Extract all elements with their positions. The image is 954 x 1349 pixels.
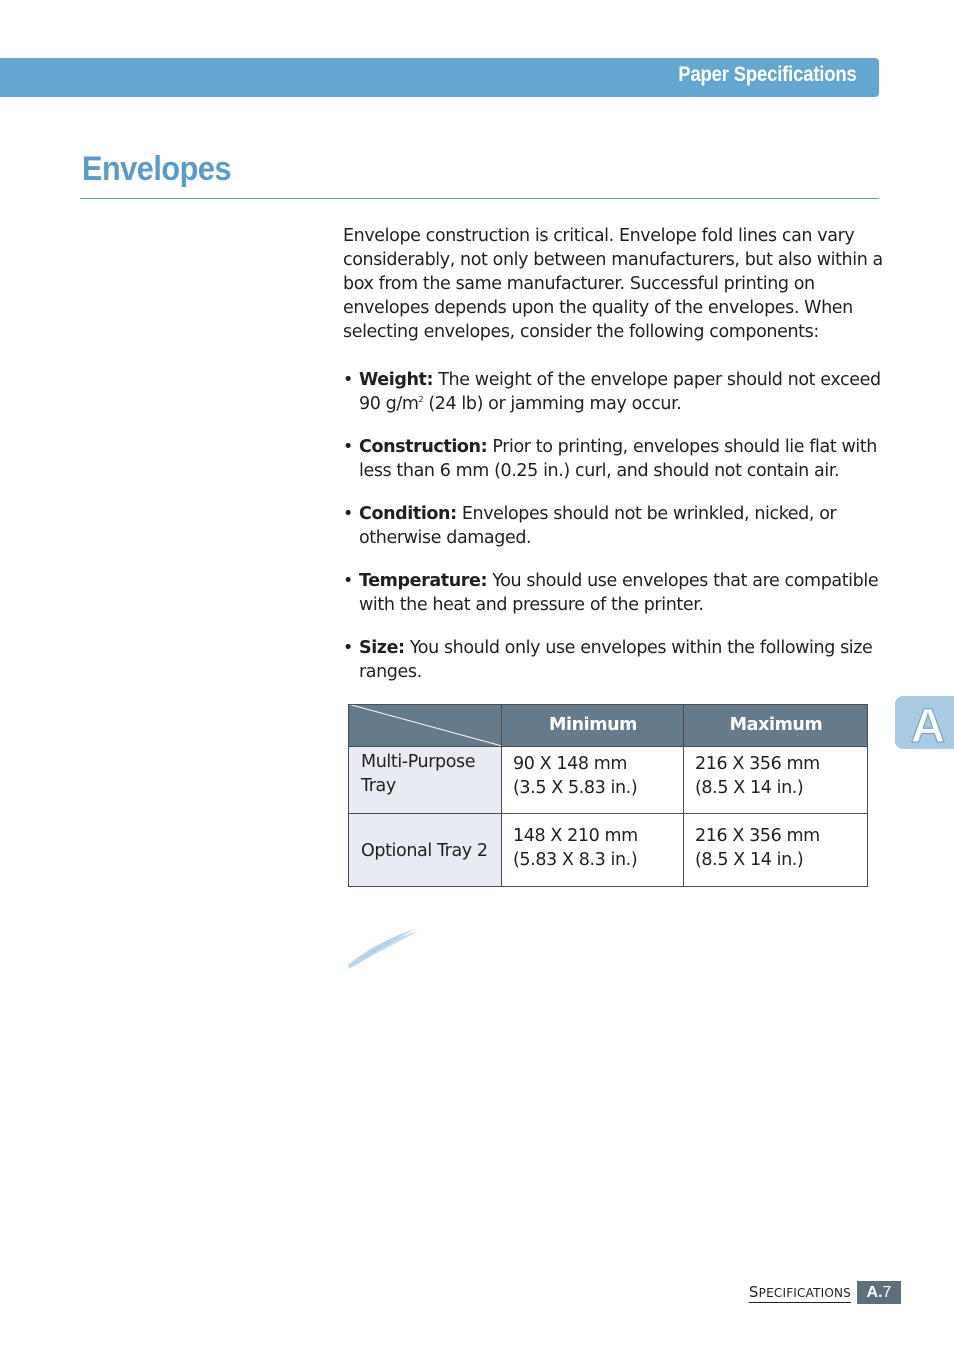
table-border-header: [348, 746, 868, 747]
row-label-optional-tray-2: [348, 814, 502, 887]
bullet-condition: [343, 502, 888, 550]
content-body: [343, 224, 888, 703]
table-border-left: [348, 704, 349, 887]
page-footer: [749, 1281, 901, 1304]
bullet-temperature: [343, 569, 888, 617]
bullet-text: You should use envelopes that are compatible with the heat and pressure of the printer.: [359, 571, 879, 615]
bullet-label: Size:: [359, 638, 405, 658]
row-label-text: Multi-Purpose Tray: [361, 752, 476, 796]
min-in: (3.5 X 5.83 in.): [513, 778, 638, 798]
section-title: Envelopes: [82, 150, 232, 188]
table-border-bottom: [348, 886, 868, 887]
intro-paragraph: Envelope construction is critical. Envelope fold lines can vary considerably, not only between manufacturers, but also within a box from the same manufacturer. Successful printing on envelopes depends upon the quality of the envelopes. When selecting envelopes, consider the following components:: [343, 226, 883, 342]
bullet-dot: •: [343, 571, 353, 591]
table-cell-min: [502, 746, 684, 814]
min-mm: 90 X 148 mm: [513, 754, 628, 774]
table-border-top: [348, 704, 868, 705]
minimum-header: Minimum: [502, 704, 684, 746]
appendix-letter: [895, 696, 954, 749]
bullet-dot: •: [343, 638, 353, 658]
row-label-text: Optional Tray 2: [361, 840, 488, 861]
row-label-multi-purpose-tray: [348, 746, 502, 814]
header-title: Paper Specifications: [678, 63, 857, 86]
appendix-tab: [895, 696, 954, 749]
brush-stroke-icon: [345, 925, 425, 975]
bullet-dot: •: [343, 370, 353, 390]
table-cell-max: [684, 746, 868, 814]
envelope-size-table: [348, 704, 868, 887]
page-number: 7: [882, 1283, 892, 1301]
bullet-dot: •: [343, 437, 353, 457]
bullet-label: Condition:: [359, 504, 457, 524]
max-mm: 216 X 356 mm: [695, 826, 820, 846]
max-in: (8.5 X 14 in.): [695, 778, 804, 798]
diagonal-line: [348, 704, 502, 746]
table-border-right: [867, 704, 868, 887]
bullet-dot: •: [343, 504, 353, 524]
appendix-letter-text: A: [910, 700, 946, 749]
max-mm: 216 X 356 mm: [695, 754, 820, 774]
footer-section-label: [749, 1283, 851, 1303]
superscript: 2: [418, 395, 424, 405]
bullet-weight: [343, 368, 888, 416]
table-cell-max: [684, 814, 868, 887]
bullet-text: Prior to printing, envelopes should lie flat with less than 6 mm (0.25 in.) curl, and should not contain air.: [359, 437, 877, 481]
corner-header-cell: [348, 704, 502, 746]
min-mm: 148 X 210 mm: [513, 826, 638, 846]
table-cell-min: [502, 814, 684, 887]
max-in: (8.5 X 14 in.): [695, 850, 804, 870]
component-list: [343, 368, 888, 684]
page-number-badge: [857, 1281, 901, 1304]
footer-label-rest: PECIFICATIONS: [758, 1285, 851, 1300]
footer-label-initial: S: [748, 1282, 759, 1301]
bullet-size: [343, 636, 888, 684]
header-bar: [0, 58, 879, 97]
bullet-label: Weight:: [359, 370, 434, 390]
bullet-text: You should only use envelopes within the following size ranges.: [359, 638, 873, 682]
bullet-label: Temperature:: [359, 571, 488, 591]
bullet-text: The weight of the envelope paper should not exceed 90 g/m: [359, 370, 881, 414]
bullet-text: (24 lb) or jamming may occur.: [423, 394, 682, 414]
bullet-label: Construction:: [359, 437, 488, 457]
page-prefix: A.: [866, 1283, 883, 1301]
bullet-construction: [343, 435, 888, 483]
table-border-col1: [501, 704, 502, 887]
table-border-row: [348, 813, 868, 814]
min-in: (5.83 X 8.3 in.): [513, 850, 638, 870]
bullet-text: Envelopes should not be wrinkled, nicked, or otherwise damaged.: [359, 504, 837, 548]
table-border-col2: [683, 704, 684, 887]
title-rule: [80, 198, 879, 199]
maximum-header: Maximum: [684, 704, 868, 746]
